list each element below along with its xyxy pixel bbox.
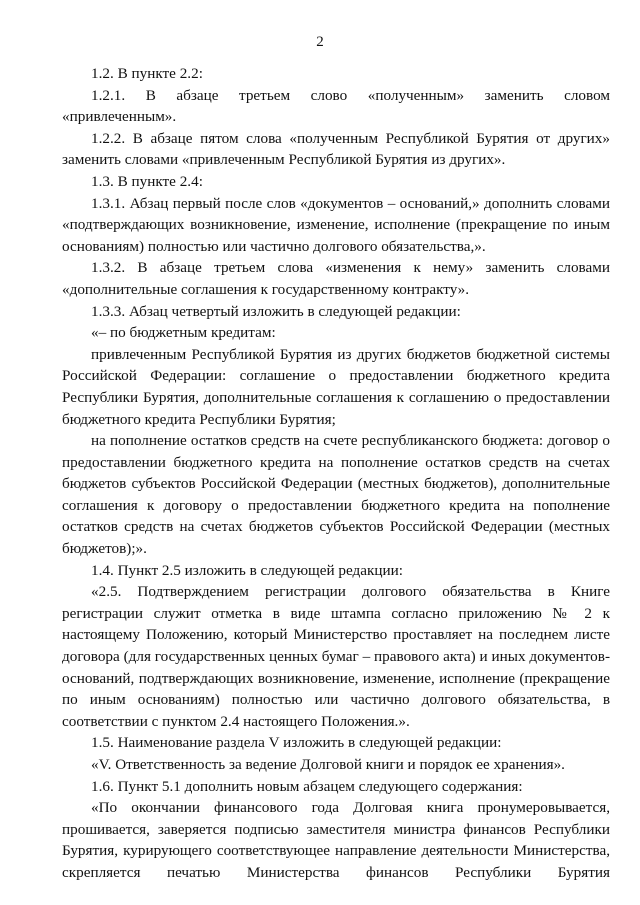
paragraph: 1.3.3. Абзац четвертый изложить в следующей редакции: bbox=[91, 302, 461, 320]
paragraph: «V. Ответственность за ведение Долговой книги и порядок ее хранения». bbox=[91, 756, 565, 773]
paragraph: «По окончании финансового года Долговая книга пронумеровывается, прошивается, заверяется подписью заместителя министра финансов Республики Бурятия, курирующего соответствующее направление деятельности Министерства, скрепляется печатью Министерства финансов Республики Бурятия bbox=[62, 799, 610, 881]
paragraph: на пополнение остатков средств на счете республиканского бюджета: договор о предоставлении бюджетного кредита на пополнение остатков средств на счетах бюджетов субъектов Российской Федерации (местных бюджетов), дополнительные соглашения к договору о предоставлении бюджетного кредита на пополнение остатков средств на счетах бюджетов субъектов Российской Федерации (местных бюджетов);». bbox=[62, 432, 610, 558]
paragraph: 1.6. Пункт 5.1 дополнить новым абзацем следующего содержания: bbox=[91, 777, 523, 795]
paragraph: «– по бюджетным кредитам: bbox=[91, 324, 276, 342]
paragraph: 1.2. В пункте 2.2: bbox=[91, 65, 203, 82]
page-number: 2 bbox=[316, 34, 324, 50]
paragraph: 1.3. В пункте 2.4: bbox=[91, 172, 203, 190]
paragraph: 1.3.2. В абзаце третьем слова «изменения к нему» заменить словами «дополнительные соглашения к государственному контракту». bbox=[62, 259, 610, 298]
paragraph: 1.5. Наименование раздела V изложить в следующей редакции: bbox=[91, 734, 502, 752]
paragraph: 1.4. Пункт 2.5 изложить в следующей редакции: bbox=[91, 561, 404, 579]
paragraph: 1.2.2. В абзаце пятом слова «полученным Республикой Бурятия от других» заменить словами «привлеченным Республикой Бурятия из других». bbox=[62, 129, 610, 169]
document-body bbox=[62, 63, 610, 884]
paragraph: 1.3.1. Абзац первый после слов «документов – оснований,» дополнить словами «подтверждающих возникновение, изменение, исполнение (прекращение по иным основаниям) полностью или частично долгового обязательства,». bbox=[62, 194, 610, 255]
paragraph: привлеченным Республикой Бурятия из других бюджетов бюджетной системы Российской Федерации: соглашение о предоставлении бюджетного кредита Республики Бурятия, дополнительные соглашения к соглашению о предоставлении бюджетного кредита Республики Бурятия; bbox=[62, 345, 610, 428]
paragraph: «2.5. Подтверждением регистрации долгового обязательства в Книге регистрации служит отметка в виде штампа согласно приложению № 2 к настоящему Положению, который Министерство проставляет на последнем листе договора (для государственных ценных бумаг – правового акта) и иных документов-оснований, подтверждающих возникновение, изменение, исполнение (прекращение по иным основаниям) полностью или частично долгового обязательства, в соответствии с пунктом 2.4 настоящего Положения.». bbox=[62, 583, 610, 730]
paragraph: 1.2.1. В абзаце третьем слово «полученным» заменить словом «привлеченным». bbox=[62, 86, 610, 126]
